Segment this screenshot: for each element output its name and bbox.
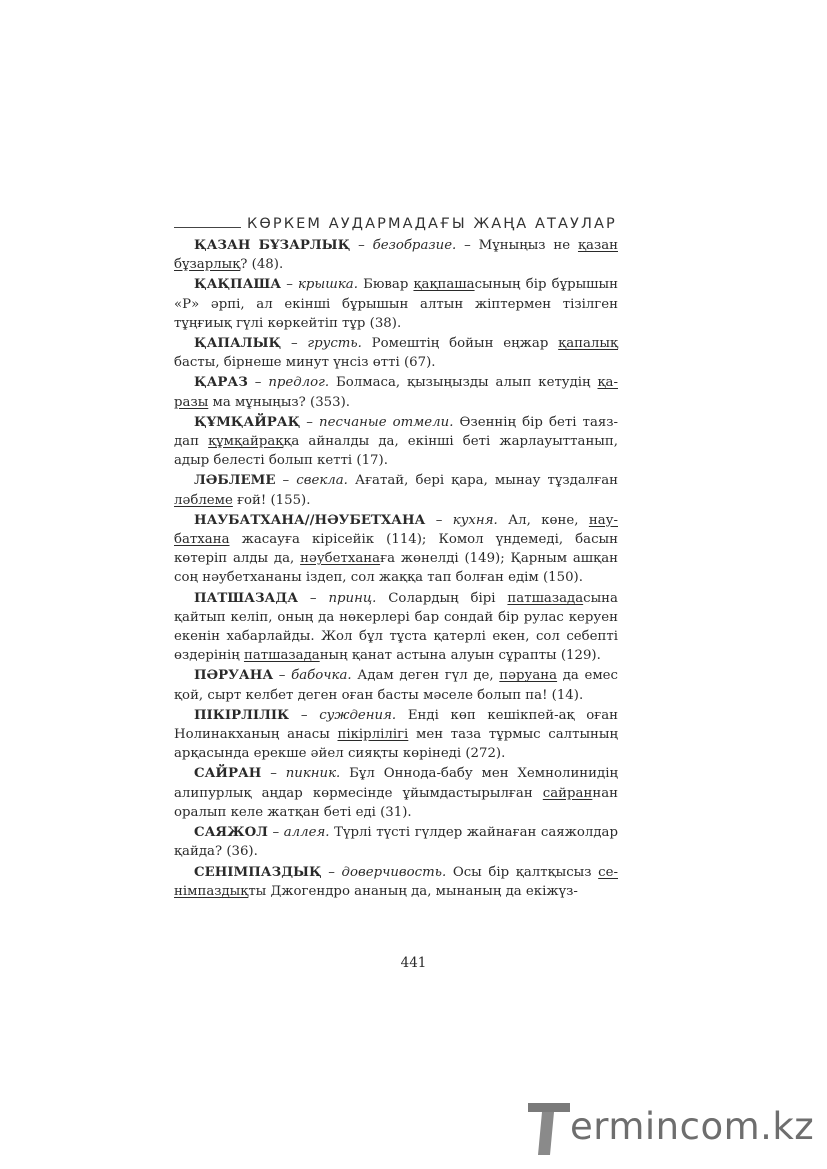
- dictionary-entry: [174, 373, 618, 411]
- entry-example-text: жасауға кірісейік (114); Комол үндемеді, басын көтеріп алды да,: [174, 532, 618, 567]
- entry-example-text: Енді көп кешікпей-ақ оған Нолинакханың анасы: [174, 707, 618, 743]
- entry-example-text: Осы бір қалтқысыз: [446, 864, 599, 880]
- entry-example-text: ның қанат астына алуын сұрапты (129).: [319, 648, 601, 664]
- entry-example-text: ? (48).: [240, 257, 284, 273]
- dictionary-entry: [174, 275, 618, 333]
- entry-example-text: нан оралып келе жатқан беті еді (31).: [174, 785, 618, 820]
- dictionary-entry: [174, 589, 618, 666]
- running-header: [174, 210, 618, 232]
- entry-example-term: нәубетхана: [300, 551, 381, 567]
- dictionary-entry: [174, 471, 618, 509]
- entry-example-term: қаразы: [174, 375, 618, 410]
- entry-headword: ЛӘБЛЕМЕ: [194, 473, 276, 489]
- entry-dash: –: [425, 512, 453, 528]
- entry-example-term: патшазада: [243, 648, 320, 664]
- entry-gloss: кухня.: [452, 512, 498, 528]
- entry-example-text: Түрлі түсті гүлдер жайнаған саяжолдар қайда? (36).: [174, 825, 618, 860]
- entry-example-text: Адам деген гүл де,: [351, 668, 500, 684]
- entry-example-text: Өзеннің бір беті таяздап: [174, 414, 619, 450]
- entry-dash: –: [247, 375, 269, 391]
- termincom-t-mark-icon: [526, 1097, 572, 1159]
- dictionary-entry: [174, 666, 618, 704]
- dictionary-entry: [174, 511, 618, 588]
- entry-gloss: пикник.: [285, 766, 341, 782]
- entry-headword: ҚАЗАН БҰЗАРЛЫҚ: [194, 238, 351, 253]
- running-title: КӨРКЕМ АУДАРМАДАҒЫ ЖАҢА АТАУЛАР: [247, 216, 617, 232]
- entry-example-text: ға жөнелді (149); Қарным ашқан соң нәубетхананы іздеп, сол жаққа тап болған едім (150).: [174, 551, 618, 586]
- entry-dash: –: [261, 766, 286, 782]
- entry-dash: –: [275, 473, 297, 489]
- entry-example-term: құмқайрақ: [208, 434, 284, 450]
- dictionary-entry: [174, 863, 618, 901]
- entry-example-text: Болмаса, қызыңызды алып кетудің: [329, 375, 598, 391]
- entry-gloss: крышка.: [297, 277, 358, 293]
- entry-headword: ҚАРАЗ: [194, 375, 248, 391]
- entry-gloss: аллея.: [283, 825, 330, 841]
- termincom-logo: [526, 1097, 816, 1159]
- entry-example-text: Бювар: [357, 277, 414, 293]
- entry-gloss: предлог.: [268, 375, 330, 391]
- entry-dash: –: [267, 825, 284, 841]
- entry-dash: –: [281, 277, 298, 293]
- entry-example-term: пәруана: [499, 668, 558, 684]
- dictionary-entry: [174, 334, 618, 372]
- entry-dash: –: [298, 590, 329, 606]
- entry-example-term: сайран: [542, 785, 593, 801]
- entry-headword: ПӘРУАНА: [194, 668, 274, 684]
- entry-example-text: Солардың бірі: [376, 590, 508, 606]
- entry-headword: ҚАПАЛЫҚ: [194, 336, 282, 352]
- entry-example-term: ләблеме: [174, 492, 233, 508]
- entry-example-term: сенімпаздық: [174, 864, 618, 899]
- entry-gloss: доверчивость.: [341, 864, 447, 880]
- entry-headword: ҚАҚПАША: [194, 277, 282, 293]
- entry-gloss: безобразие.: [372, 238, 457, 253]
- logo-text: ermincom.kz: [570, 1105, 815, 1148]
- entry-dash: –: [289, 707, 320, 723]
- entry-headword: СЕНІМПАЗДЫҚ: [194, 864, 322, 880]
- entry-headword: НАУБАТХАНА//НӘУБЕТХАНА: [194, 512, 426, 528]
- entry-headword: САЙРАН: [194, 766, 262, 782]
- entry-example-text: Ромештің бойын еңжар: [361, 336, 559, 352]
- dictionary-column: [174, 236, 618, 902]
- entry-gloss: песчаные отмели.: [319, 414, 454, 430]
- entry-example-text: – Мұныңыз не: [456, 238, 578, 253]
- entry-gloss: бабочка.: [291, 668, 352, 684]
- entry-gloss: суждения.: [319, 707, 397, 723]
- entry-example-term: пікірлілігі: [337, 727, 409, 743]
- entry-example-text: ғой! (155).: [232, 492, 311, 508]
- entry-example-term: қақпаша: [413, 277, 475, 293]
- entry-example-text: Ағатай, бері қара, мынау тұздалған: [347, 473, 618, 489]
- entry-gloss: свекла.: [296, 473, 348, 489]
- entry-gloss: принц.: [328, 590, 377, 606]
- entry-example-text: қа айналды да, екінші беті жарлауыттанып, адыр белесті болып кетті (17).: [174, 434, 618, 469]
- page-number: 441: [400, 955, 427, 971]
- entry-example-text: Ал, көне,: [497, 512, 589, 528]
- entry-example-term: қазан бұзарлық: [174, 238, 618, 273]
- dictionary-entry: [174, 413, 618, 471]
- entry-example-text: ты Джогендро ананың да, мынаның да екіжүз-: [248, 883, 578, 899]
- entry-headword: ҚҰМҚАЙРАҚ: [194, 414, 301, 430]
- entry-example-text: да емес қой, сырт келбет деген оған басты мәселе болып па! (14).: [174, 668, 618, 703]
- entry-example-text: басты, бірнеше минут үнсіз өтті (67).: [174, 355, 436, 371]
- entry-example-text: ма мұныңыз? (353).: [208, 394, 351, 410]
- entry-example-text: сына қайтып келіп, оның да нөкерлері бар сондай бір рулас керуен екенін хабарлайды. Жол бұл тұста қатерлі екен, сол себепті өздерінің: [174, 590, 618, 664]
- entry-dash: –: [321, 864, 342, 880]
- entry-headword: САЯЖОЛ: [194, 825, 268, 841]
- entry-dash: –: [281, 336, 308, 352]
- entry-example-text: мен таза тұрмыс салтының арқасында ерекше әйел сияқты көрінеді (272).: [174, 727, 619, 762]
- dictionary-entry: [174, 823, 618, 861]
- entry-dash: –: [350, 238, 373, 253]
- dictionary-entry: [174, 236, 618, 274]
- entry-example-term: наубатхана: [174, 512, 618, 548]
- header-rule: [174, 227, 241, 228]
- entry-example-text: Бұл Оннода-бабу мен Хемнолинидің алипурлық аңдар көрмесінде ұйымдастырылған: [174, 766, 618, 801]
- entry-headword: ПАТШАЗАДА: [194, 590, 299, 606]
- entry-dash: –: [300, 414, 320, 430]
- entry-headword: ПІКІРЛІЛІК: [194, 707, 290, 723]
- entry-example-term: патшазада: [507, 590, 584, 606]
- entry-dash: –: [273, 668, 292, 684]
- dictionary-entry: [174, 764, 618, 822]
- entry-example-text: сының бір бұрышын «Р» әрпі, ал екінші бұрышын алтын жіптермен тізілген тұңғиық гүлі көркейтіп тұр (38).: [174, 277, 618, 331]
- dictionary-entry: [174, 706, 618, 764]
- entry-example-term: қапалық: [558, 336, 619, 352]
- entry-gloss: грусть.: [307, 336, 362, 352]
